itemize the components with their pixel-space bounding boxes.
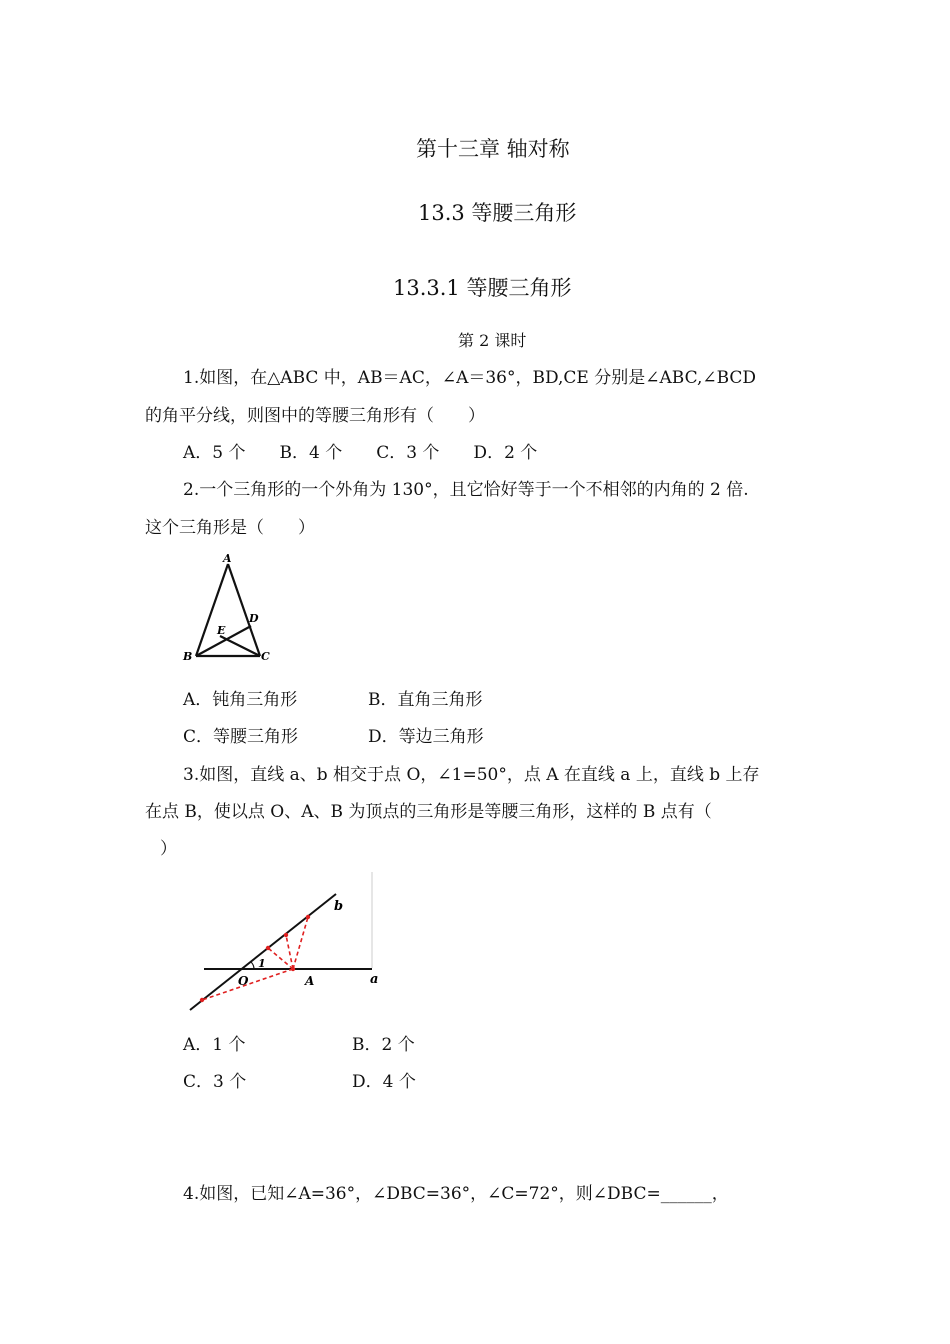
q3-line3: ） <box>160 839 177 859</box>
chapter-title: 第十三章 轴对称 <box>416 137 570 161</box>
label-d: D <box>249 612 259 625</box>
label-o: O <box>238 974 249 988</box>
triangle-figure <box>175 550 275 670</box>
q2-option-a: A．钝角三角形 <box>183 690 298 710</box>
lines-figure <box>180 868 390 1018</box>
point-b2 <box>284 933 288 937</box>
q3-line2: 在点 B，使以点 O、A、B 为顶点的三角形是等腰三角形，这样的 B 点有（ <box>145 802 712 822</box>
q3-option-a: A．1 个 <box>183 1035 246 1055</box>
label-e: E <box>217 624 226 637</box>
q4-line1: 4.如图，已知∠A=36°，∠DBC=36°，∠C=72°，则∠DBC=______， <box>183 1184 729 1204</box>
point-b1 <box>266 946 270 950</box>
point-a <box>291 967 295 971</box>
q1-line2: 的角平分线，则图中的等腰三角形有（ ） <box>145 406 485 426</box>
q3-line1: 3.如图，直线 a、b 相交于点 O，∠1=50°，点 A 在直线 a 上，直线 b 上存 <box>183 765 760 785</box>
q2-line2: 这个三角形是（ ） <box>145 518 315 538</box>
subsection-title: 13.3.1 等腰三角形 <box>393 276 572 300</box>
point-b4 <box>200 998 204 1002</box>
label-angle-1: 1 <box>258 957 266 970</box>
q3-option-d: D．4 个 <box>352 1072 416 1092</box>
label-b: B <box>183 650 193 663</box>
lesson-title: 第 2 课时 <box>458 331 527 350</box>
q3-option-c: C．3 个 <box>183 1072 247 1092</box>
q1-options: A．5 个 B．4 个 C．3 个 D．2 个 <box>183 443 538 463</box>
label-line-b: b <box>334 899 344 914</box>
q1-line1: 1.如图，在△ABC 中，AB＝AC，∠A＝36°，BD,CE 分别是∠ABC,∠BCD <box>183 368 757 388</box>
dash-a-b3 <box>293 917 308 969</box>
q2-option-c: C．等腰三角形 <box>183 727 299 747</box>
label-a: A <box>223 552 232 565</box>
line-b <box>190 894 336 1010</box>
point-b3 <box>306 915 310 919</box>
angle-arc <box>251 962 254 969</box>
q3-option-b: B．2 个 <box>352 1035 415 1055</box>
q2-option-d: D．等边三角形 <box>368 727 484 747</box>
label-line-a: a <box>370 972 379 987</box>
q2-line1: 2.一个三角形的一个外角为 130°，且它恰好等于一个不相邻的内角的 2 倍. <box>183 480 749 500</box>
dash-a-b1 <box>268 948 293 969</box>
label-c: C <box>261 650 270 663</box>
q2-option-b: B．直角三角形 <box>368 690 483 710</box>
label-a-point: A <box>305 974 315 988</box>
section-title: 13.3 等腰三角形 <box>418 201 577 225</box>
